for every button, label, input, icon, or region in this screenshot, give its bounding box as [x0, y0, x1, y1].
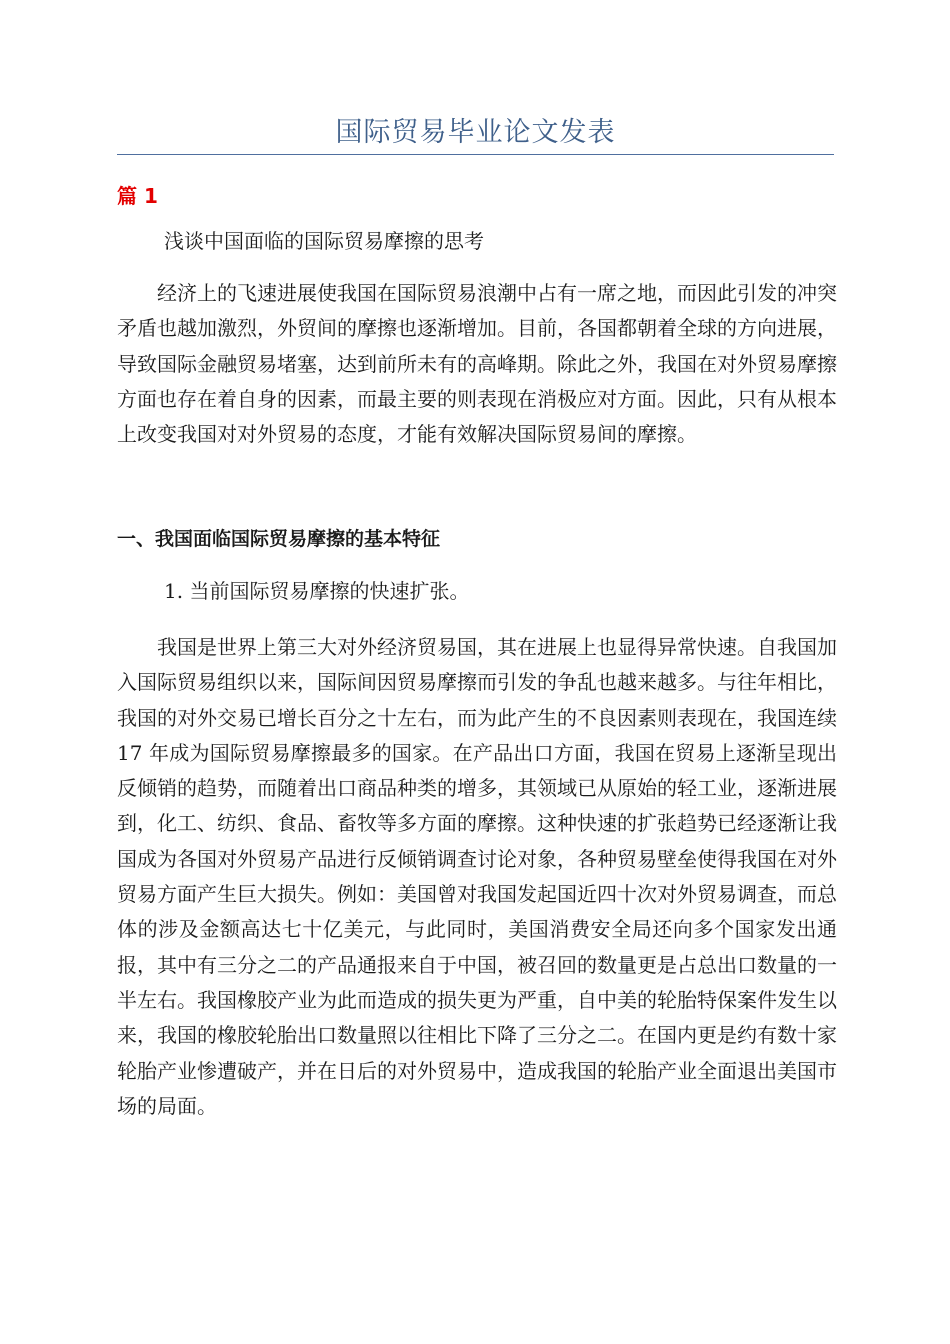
section-heading: 一、我国面临国际贸易摩擦的基本特征	[117, 528, 441, 550]
article-subtitle: 浅谈中国面临的国际贸易摩擦的思考	[164, 229, 484, 253]
body-paragraph: 我国是世界上第三大对外经济贸易国，其在进展上也显得异常快速。自我国加入国际贸易组织以来，国际间因贸易摩擦而引发的争乱也越来越多。与往年相比，我国的对外交易已增长百分之十左右，而为此产生的不良因素则表现在，我国连续 17 年成为国际贸易摩擦最多的国家。在产品出口方面，我国在贸易上逐渐呈现出反倾销的趋势，而随着出口商品种类的增多，其领域已从原始的轻工业，逐渐进展到，化工、纺织、食品、畜牧等多方面的摩擦。这种快速的扩张趋势已经逐渐让我国成为各国对外贸易产品进行反倾销调查讨论对象，各种贸易壁垒使得我国在对外贸易方面产生巨大损失。例如：美国曾对我国发起国近四十次对外贸易调查，而总体的涉及金额高达七十亿美元，与此同时，美国消费安全局还向多个国家发出通报，其中有三分之二的产品通报来自于中国，被召回的数量更是占总出口数量的一半左右。我国橡胶产业为此而造成的损失更为严重，自中美的轮胎特保案件发生以来，我国的橡胶轮胎出口数量照以往相比下降了三分之二。在国内更是约有数十家轮胎产业惨遭破产，并在日后的对外贸易中，造成我国的轮胎产业全面退出美国市场的局面。	[117, 635, 837, 1118]
document-title: 国际贸易毕业论文发表	[335, 117, 616, 148]
title-underline	[117, 154, 834, 155]
intro-paragraph: 经济上的飞速进展使我国在国际贸易浪潮中占有一席之地，而因此引发的冲突矛盾也越加激烈，外贸间的摩擦也逐渐增加。目前，各国都朝着全球的方向进展，导致国际金融贸易堵塞，达到前所未有的高峰期。除此之外，我国在对外贸易摩擦方面也存在着自身的因素，而最主要的则表现在消极应对方面。因此，只有从根本上改变我国对对外贸易的态度，才能有效解决国际贸易间的摩擦。	[117, 281, 837, 447]
section-label: 篇 1	[117, 184, 158, 208]
numbered-item: 1. 当前国际贸易摩擦的快速扩张。	[164, 579, 470, 603]
